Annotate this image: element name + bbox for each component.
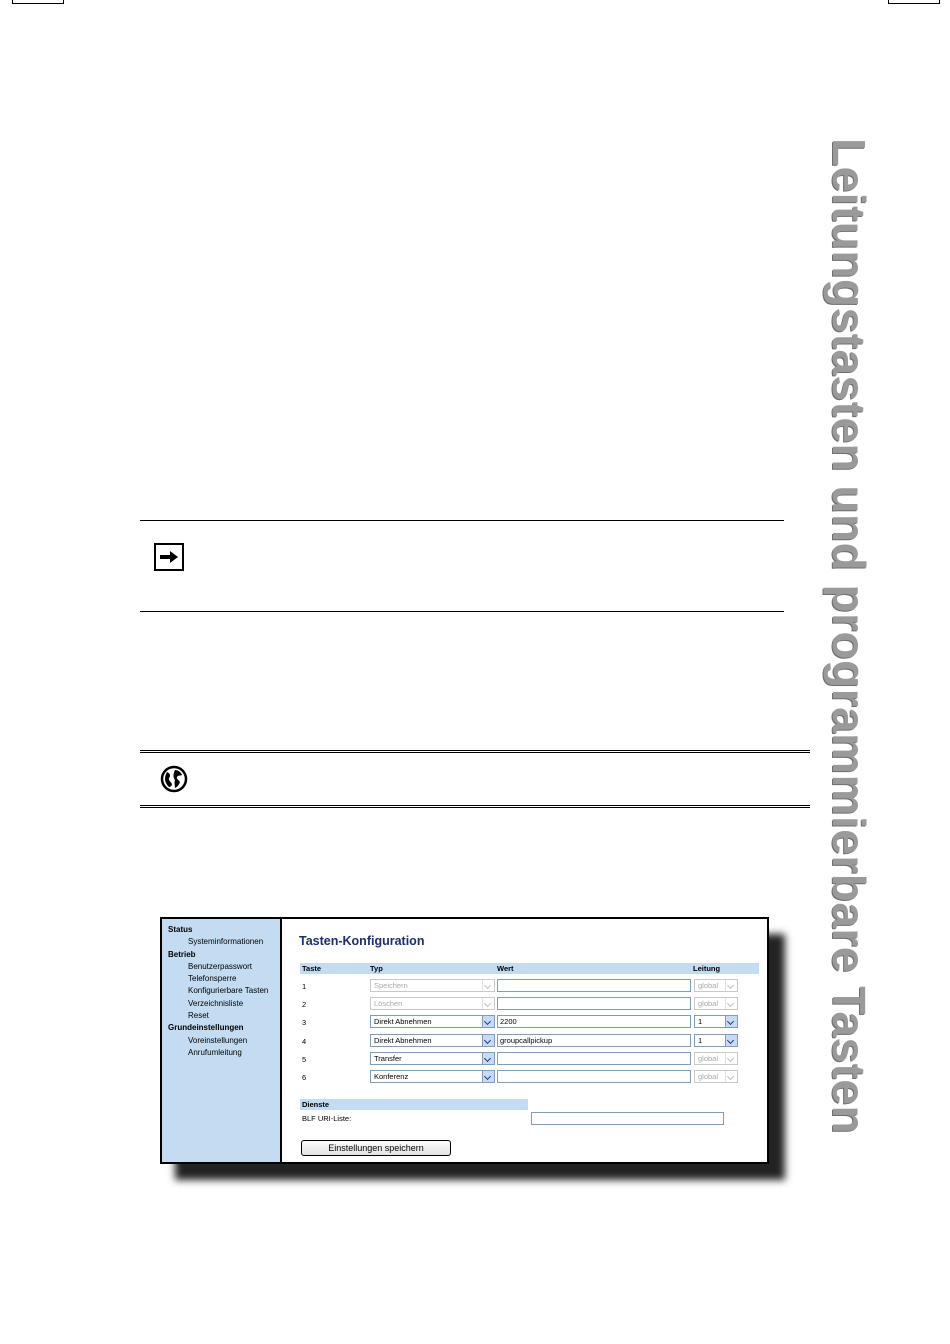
key-value-input[interactable]: 2200 xyxy=(497,1015,691,1028)
line-select[interactable] xyxy=(694,979,738,992)
key-configuration-panel xyxy=(284,919,767,1162)
key-type-value: Löschen xyxy=(374,999,403,1009)
chevron-down-icon xyxy=(725,1071,737,1082)
key-type-select[interactable] xyxy=(370,1034,495,1047)
chevron-down-icon xyxy=(482,980,494,991)
nav-item[interactable]: Reset xyxy=(188,1011,209,1021)
chevron-down-icon xyxy=(482,998,494,1009)
nav-item[interactable]: Voreinstellungen xyxy=(188,1035,248,1045)
key-type-value: Direkt Abnehmen xyxy=(374,1035,432,1045)
key-type-value: Konferenz xyxy=(374,1072,409,1081)
key-row xyxy=(284,1069,767,1085)
line-value: global xyxy=(698,1072,719,1081)
key-number: 1 xyxy=(302,982,307,991)
crop-mark-right xyxy=(888,0,940,4)
key-type-select[interactable] xyxy=(370,1052,495,1065)
key-value-input[interactable] xyxy=(497,997,691,1010)
line-select[interactable] xyxy=(694,997,738,1010)
chevron-down-icon xyxy=(482,1016,494,1027)
key-value-input[interactable] xyxy=(497,1052,691,1065)
web-ui-screenshot xyxy=(160,917,769,1164)
key-number: 4 xyxy=(302,1036,307,1046)
nav-item[interactable]: Systeminformationen xyxy=(188,937,264,947)
line-select[interactable] xyxy=(694,1015,738,1028)
chevron-down-icon xyxy=(482,1071,494,1082)
chevron-down-icon xyxy=(725,1053,737,1064)
line-value: global xyxy=(698,981,719,990)
blf-uri-label: BLF URI-Liste: xyxy=(302,1114,352,1123)
chevron-down-icon xyxy=(482,1053,494,1064)
key-number: 2 xyxy=(302,1000,307,1010)
key-type-select[interactable] xyxy=(370,997,495,1010)
arrow-right-icon xyxy=(154,543,184,571)
column-header-taste: Taste xyxy=(300,963,368,974)
nav-item[interactable]: Benutzerpasswort xyxy=(188,961,253,971)
column-header-wert: Wert xyxy=(495,963,691,974)
chevron-down-icon xyxy=(725,1016,737,1027)
nav-item[interactable]: Anrufumleitung xyxy=(188,1047,242,1057)
line-value: global xyxy=(698,999,719,1009)
nav-item[interactable]: Konfigurierbare Tasten xyxy=(188,986,269,996)
key-row xyxy=(284,978,767,994)
key-number: 6 xyxy=(302,1073,307,1082)
chevron-down-icon xyxy=(725,998,737,1009)
note-box xyxy=(140,520,784,612)
column-header-typ: Typ xyxy=(368,963,495,974)
key-type-select[interactable] xyxy=(370,1070,495,1083)
line-select[interactable] xyxy=(694,1070,738,1083)
nav-section-header: Betrieb xyxy=(168,949,196,959)
chevron-down-icon xyxy=(725,1035,737,1046)
key-type-select[interactable] xyxy=(370,979,495,992)
navigation-sidebar xyxy=(162,919,282,1162)
chapter-side-title: Leitungstasten und programmierbare Tasten xyxy=(823,138,875,1135)
page-title: Tasten-Konfiguration xyxy=(299,934,425,948)
nav-item[interactable]: Telefonsperre xyxy=(188,974,237,984)
line-value: global xyxy=(698,1053,719,1063)
line-select[interactable] xyxy=(694,1034,738,1047)
key-value-input[interactable]: groupcallpickup xyxy=(497,1034,691,1047)
nav-item[interactable]: Verzeichnisliste xyxy=(188,998,244,1008)
save-settings-button[interactable]: Einstellungen speichern xyxy=(301,1140,451,1156)
chevron-down-icon xyxy=(725,980,737,991)
key-number: 5 xyxy=(302,1054,307,1064)
key-row xyxy=(284,1033,767,1049)
key-row xyxy=(284,1051,767,1067)
line-value: 1 xyxy=(698,1035,703,1045)
line-value: 1 xyxy=(698,1017,703,1027)
line-select[interactable] xyxy=(694,1052,738,1065)
blf-uri-input[interactable] xyxy=(531,1112,724,1125)
key-type-select[interactable] xyxy=(370,1015,495,1028)
chevron-down-icon xyxy=(482,1035,494,1046)
web-ui-box xyxy=(140,750,810,808)
crop-mark-left xyxy=(12,0,64,4)
column-header-leitung: Leitung xyxy=(691,963,759,974)
key-number: 3 xyxy=(302,1018,307,1028)
key-type-value: Direkt Abnehmen xyxy=(374,1017,432,1027)
nav-section-header: Grundeinstellungen xyxy=(168,1023,244,1033)
globe-icon xyxy=(160,765,188,793)
key-value-input[interactable] xyxy=(497,979,691,992)
key-row xyxy=(284,1014,767,1030)
key-type-value: Speichern xyxy=(374,981,408,990)
key-value-input[interactable] xyxy=(497,1070,691,1083)
nav-section-header: Status xyxy=(168,925,193,934)
key-row xyxy=(284,996,767,1012)
key-type-value: Transfer xyxy=(374,1053,402,1063)
services-header: Dienste xyxy=(300,1099,528,1110)
